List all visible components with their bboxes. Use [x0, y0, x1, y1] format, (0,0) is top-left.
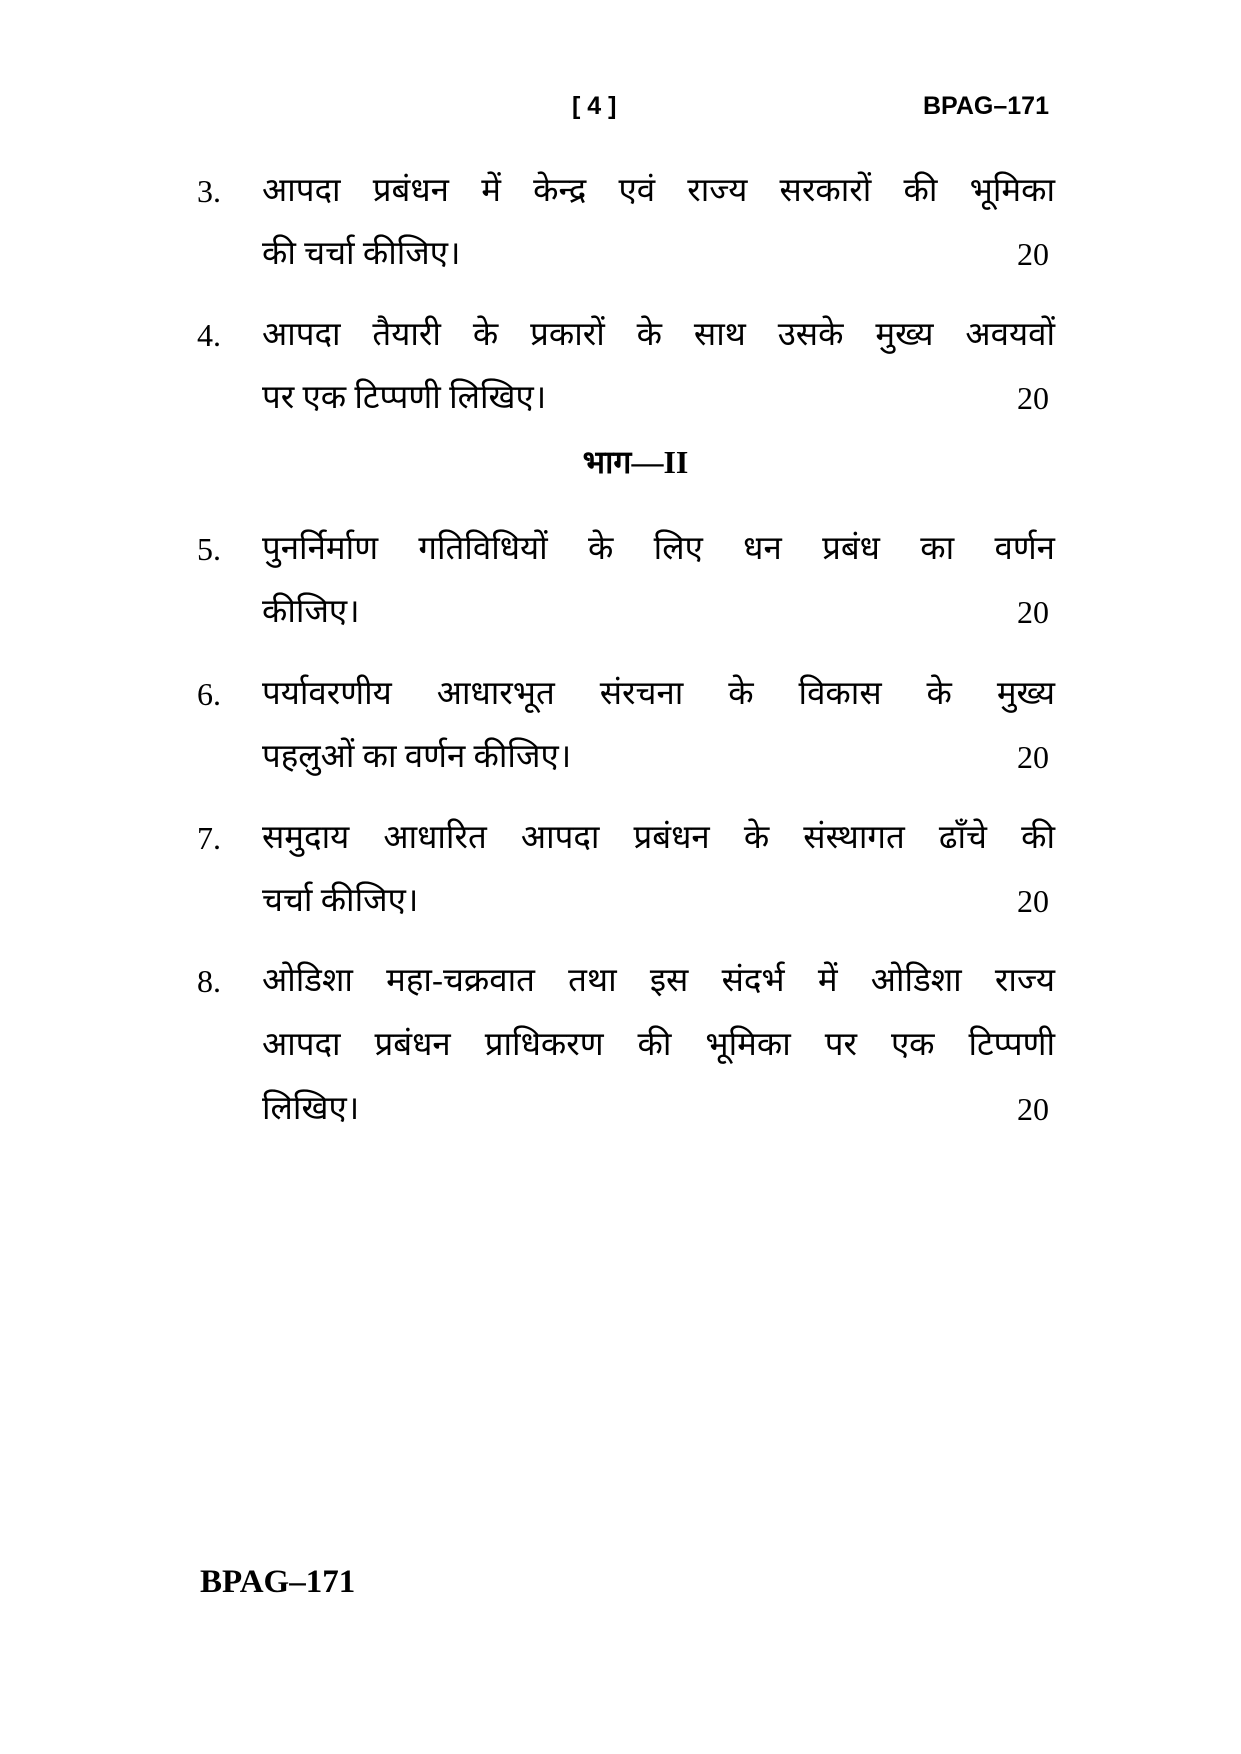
question-text-line: कीजिए। — [262, 594, 360, 630]
question-text-line: समुदाय आधारित आपदा प्रबंधन के संस्थागत ढाँचे की — [262, 820, 1055, 856]
question-number: 3. — [197, 173, 221, 209]
question-text-line: चर्चा कीजिए। — [262, 883, 419, 919]
question-text-line: पहलुओं का वर्णन कीजिए। — [262, 739, 572, 775]
header-course-code: BPAG–171 — [923, 92, 1049, 120]
question-text-line: पुनर्निर्माण गतिविधियों के लिए धन प्रबंध का वर्णन — [262, 531, 1055, 567]
question-number: 8. — [197, 963, 221, 999]
question-text-line: आपदा प्रबंधन में केन्द्र एवं राज्य सरकारों की भूमिका — [262, 173, 1055, 209]
question-marks: 20 — [1017, 739, 1049, 775]
question-marks: 20 — [1017, 236, 1049, 272]
question-text-line: आपदा प्रबंधन प्राधिकरण की भूमिका पर एक टिप्पणी — [262, 1027, 1055, 1063]
question-text-line: पर्यावरणीय आधारभूत संरचना के विकास के मुख्य — [262, 676, 1055, 712]
question-marks: 20 — [1017, 594, 1049, 630]
question-marks: 20 — [1017, 883, 1049, 919]
question-text-line: आपदा तैयारी के प्रकारों के साथ उसके मुख्य अवयवों — [262, 317, 1055, 353]
question-marks: 20 — [1017, 1091, 1049, 1127]
question-marks: 20 — [1017, 380, 1049, 416]
question-number: 5. — [197, 531, 221, 567]
question-text-line: लिखिए। — [262, 1091, 360, 1127]
question-text-line: ओडिशा महा-चक्रवात तथा इस संदर्भ में ओडिशा राज्य — [262, 963, 1055, 999]
question-number: 7. — [197, 820, 221, 856]
question-number: 4. — [197, 317, 221, 353]
page-number: [ 4 ] — [572, 92, 617, 120]
question-number: 6. — [197, 676, 221, 712]
question-text-line: की चर्चा कीजिए। — [262, 236, 461, 272]
section-title: भाग—II — [582, 444, 689, 480]
question-text-line: पर एक टिप्पणी लिखिए। — [262, 380, 547, 416]
footer-course-code: BPAG–171 — [200, 1564, 356, 1600]
